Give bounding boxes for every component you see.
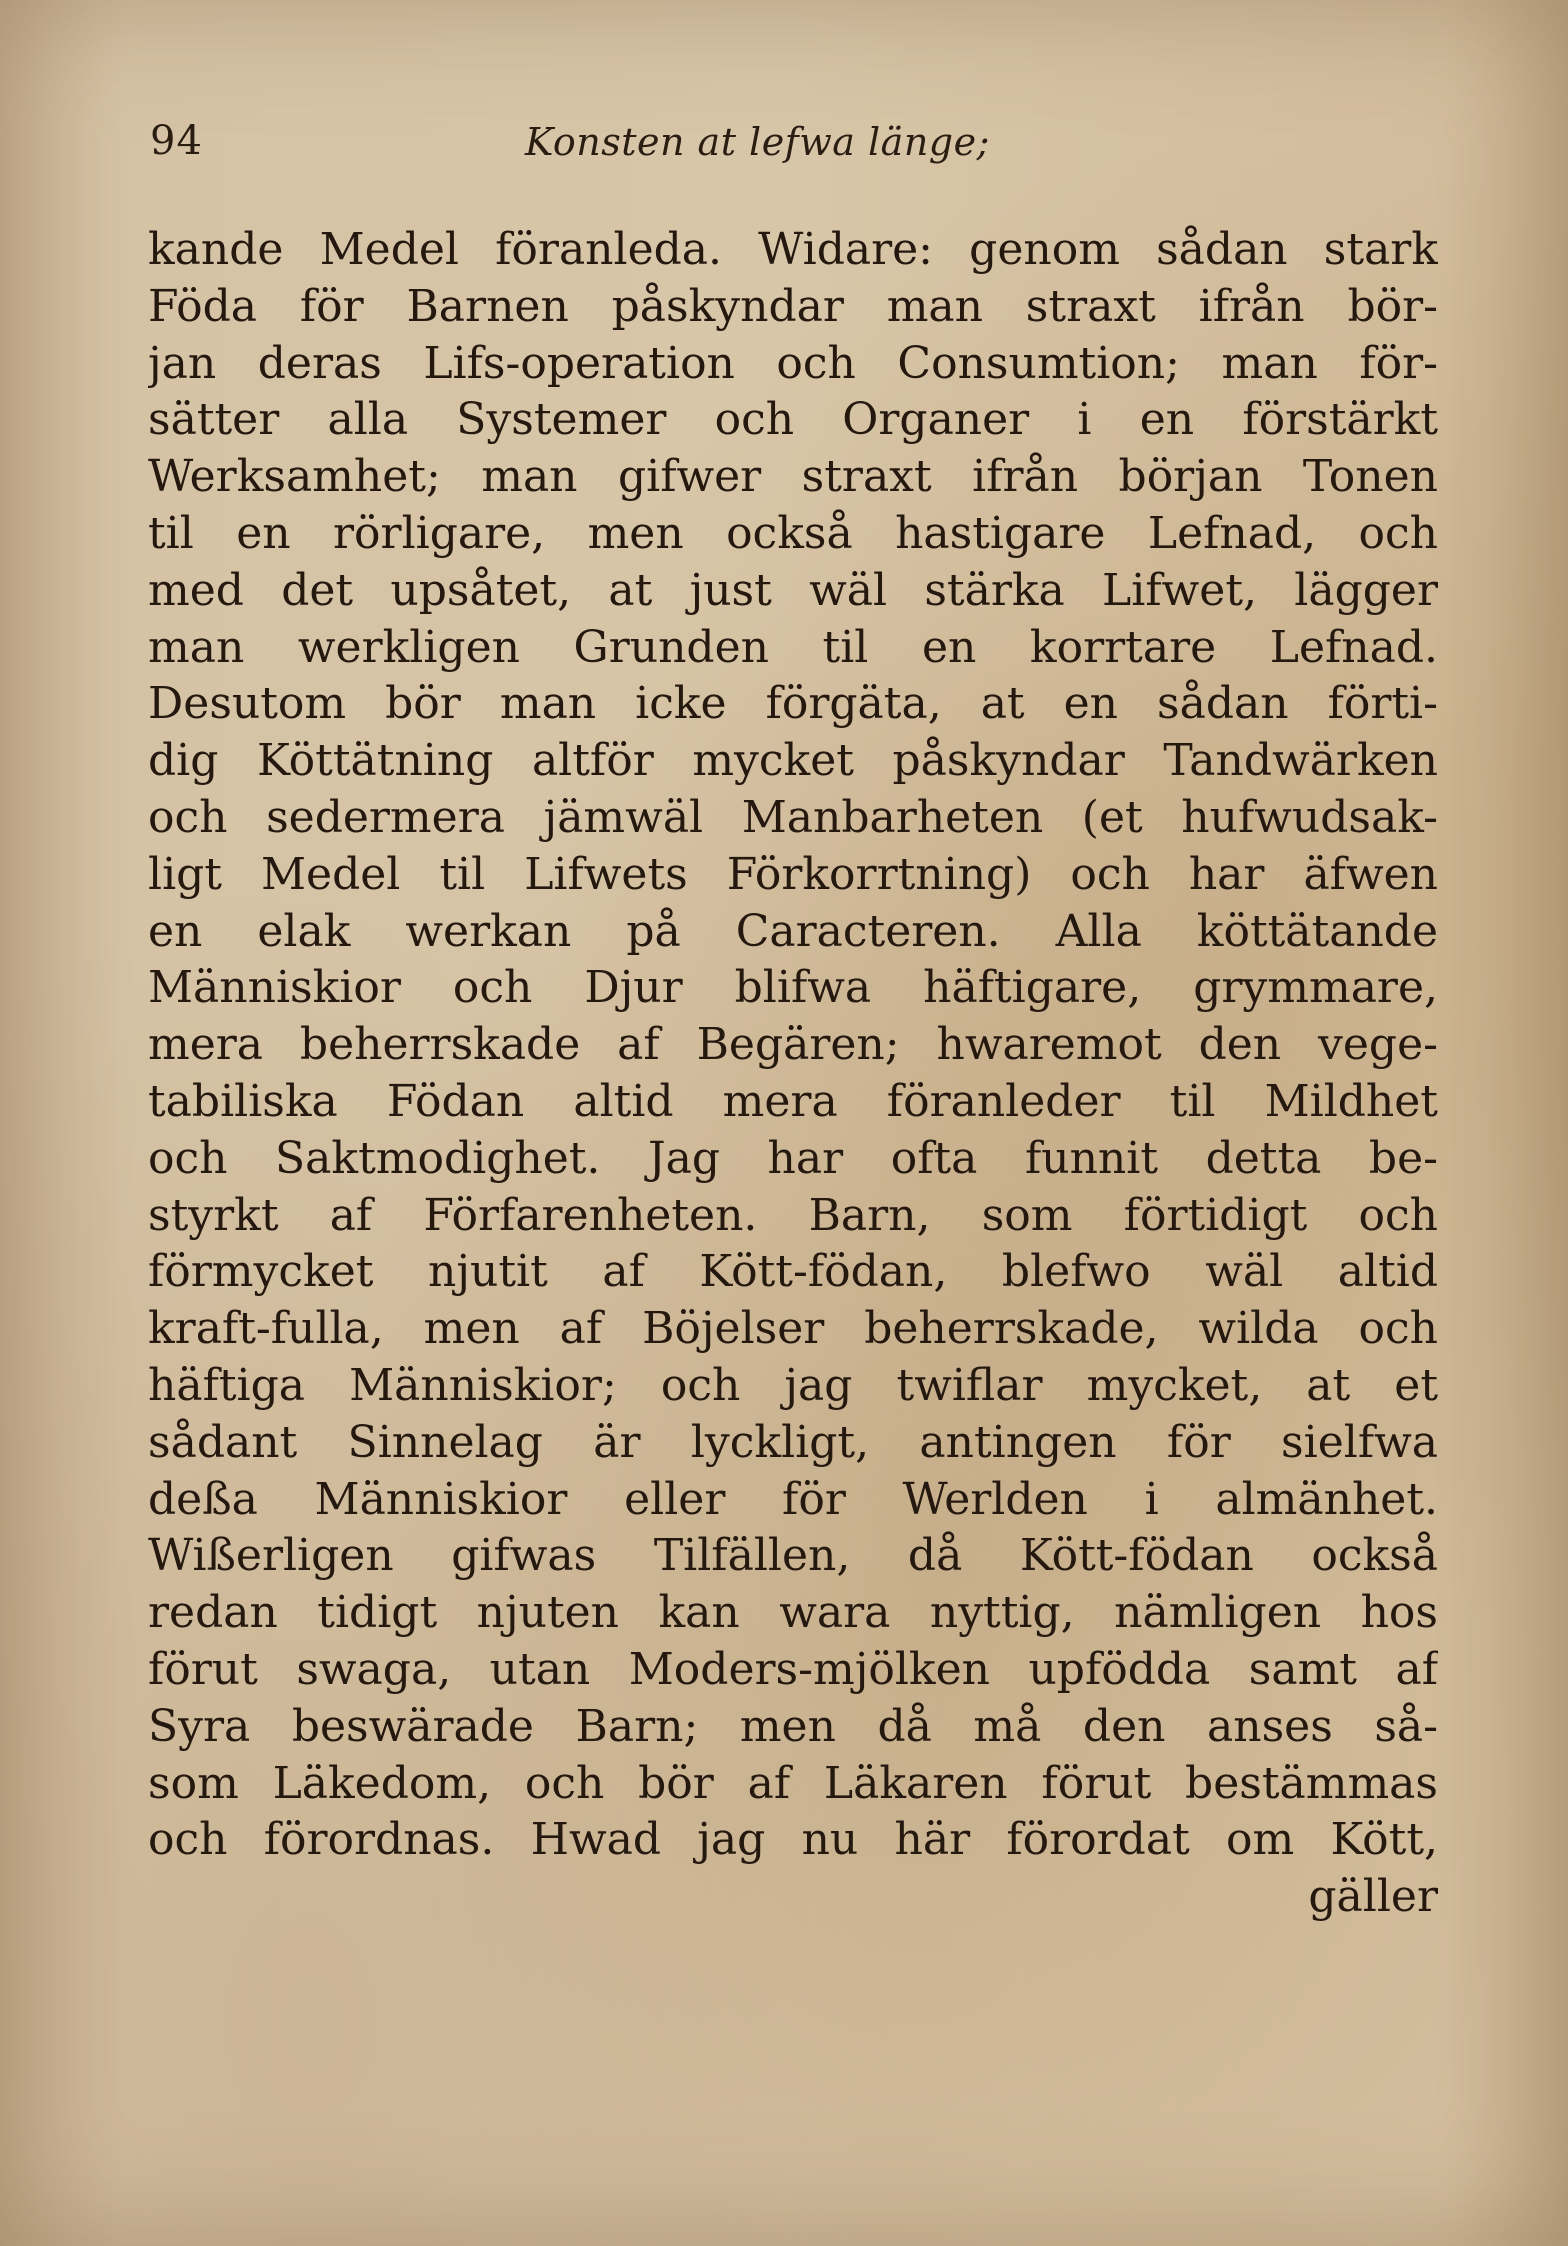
text-line: förut swaga, utan Moders-mjölken upfödda samt af (148, 1643, 1438, 1695)
catchword: gäller (1308, 1871, 1438, 1923)
text-line: häftiga Människior; och jag twiflar mycket, at et (148, 1359, 1438, 1411)
text-line: och Saktmodighet. Jag har ofta funnit detta be- (148, 1132, 1438, 1184)
text-line: Werksamhet; man gifwer straxt ifrån början Tonen (148, 451, 1438, 503)
text-line: och sedermera jämwäl Manbarheten (et hufwudsak- (148, 791, 1438, 843)
running-head: Konsten at lefwa länge; (525, 120, 990, 164)
text-line: mera beherrskade af Begären; hwaremot den vege- (148, 1019, 1438, 1071)
text-line: deßa Människior eller för Werlden i almänhet. (148, 1473, 1438, 1525)
text-line: kande Medel föranleda. Widare: genom sådan stark (148, 224, 1438, 275)
page-number: 94 (150, 118, 203, 164)
text-line: sätter alla Systemer och Organer i en förstärkt (148, 394, 1438, 446)
text-line: styrkt af Förfarenheten. Barn, som förtidigt och (148, 1189, 1438, 1241)
text-line: man werkligen Grunden til en korrtare Lefnad. (148, 621, 1438, 673)
text-line: til en rörligare, men också hastigare Lefnad, och (148, 507, 1438, 559)
text-line: kraft-fulla, men af Böjelser beherrskade, wilda och (148, 1303, 1438, 1355)
text-line: Desutom bör man icke förgäta, at en sådan förti- (148, 678, 1438, 730)
text-line: med det upsåtet, at just wäl stärka Lifwet, lägger (148, 564, 1438, 616)
text-line: dig Köttätning altför mycket påskyndar Tandwärken (148, 735, 1438, 787)
text-line: redan tidigt njuten kan wara nyttig, nämligen hos (148, 1587, 1438, 1639)
text-line: Wißerligen gifwas Tilfällen, då Kött-födan också (148, 1530, 1438, 1582)
text-line: och förordnas. Hwad jag nu här förordat om Kött, (148, 1814, 1438, 1866)
text-line: tabiliska Födan altid mera föranleder til Mildhet (148, 1075, 1438, 1127)
page-header (150, 118, 1090, 178)
text-line: jan deras Lifs-operation och Consumtion; man för- (148, 337, 1438, 389)
text-line: en elak werkan på Caracteren. Alla köttätande (148, 905, 1438, 957)
text-line: sådant Sinnelag är lyckligt, antingen för sielfwa (148, 1416, 1438, 1468)
text-line: Syra beswärade Barn; men då må den anses så- (148, 1700, 1438, 1752)
text-line: som Läkedom, och bör af Läkaren förut bestämmas (148, 1757, 1438, 1809)
body-text (148, 222, 1438, 1926)
text-line: Föda för Barnen påskyndar man straxt ifrån bör- (148, 280, 1438, 332)
text-line: förmycket njutit af Kött-födan, blefwo wäl altid (148, 1246, 1438, 1298)
text-line: ligt Medel til Lifwets Förkorrtning) och har äfwen (148, 848, 1438, 900)
text-line: Människior och Djur blifwa häftigare, grymmare, (148, 962, 1438, 1014)
